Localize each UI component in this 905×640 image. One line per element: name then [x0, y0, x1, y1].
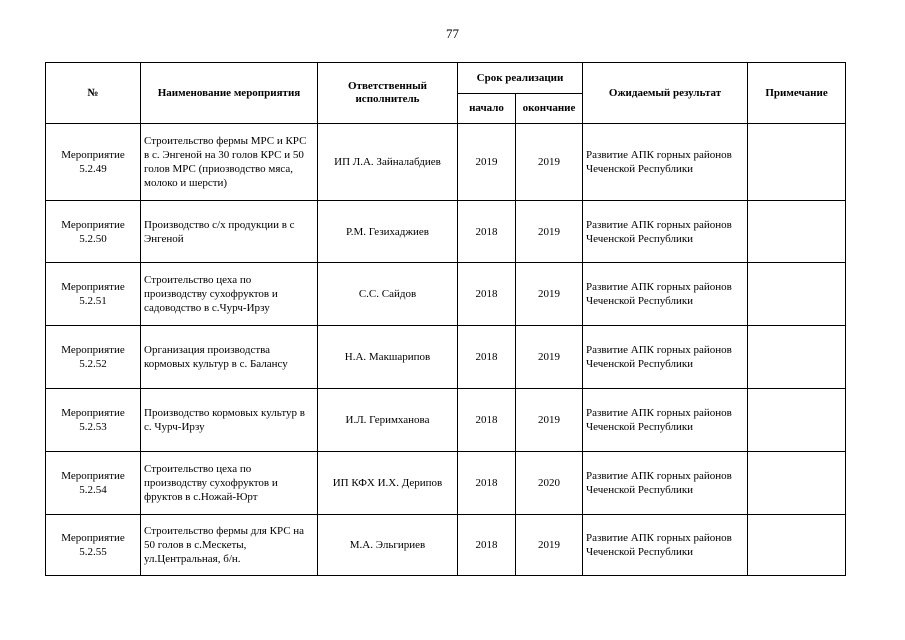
measure-number-cell [46, 452, 141, 515]
start-year: 2018 [458, 201, 516, 263]
end-year: 2019 [516, 201, 583, 263]
note-cell [748, 326, 846, 389]
measure-code: 5.2.53 [79, 421, 107, 433]
measure-name: Строительство цеха по производству сухофруктов и садоводство в с.Чурч-Ирзу [141, 263, 318, 326]
responsible-person: ИП Л.А. Зайналабдиев [318, 124, 458, 201]
measure-label: Мероприятие [61, 470, 125, 482]
table-row [46, 201, 846, 263]
end-year: 2019 [516, 389, 583, 452]
measure-code: 5.2.51 [79, 295, 107, 307]
measure-number-cell [46, 263, 141, 326]
table-row [46, 124, 846, 201]
header-start: начало [458, 94, 516, 124]
measure-code: 5.2.50 [79, 232, 107, 245]
expected-result: Развитие АПК горных районов Чеченской Республики [583, 389, 748, 452]
measure-number-cell [46, 389, 141, 452]
measure-label: Мероприятие [61, 149, 125, 161]
note-cell [748, 124, 846, 201]
measures-table [45, 62, 846, 576]
measure-name: Производство с/х продукции в с Энгеной [141, 201, 318, 263]
note-cell [748, 452, 846, 515]
measure-label: Мероприятие [61, 407, 125, 419]
note-cell [748, 201, 846, 263]
expected-result: Развитие АПК горных районов Чеченской Республики [583, 263, 748, 326]
start-year: 2019 [458, 124, 516, 201]
table-row [46, 515, 846, 576]
measure-name: Строительство цеха по производству сухофруктов и фруктов в с.Ножай-Юрт [141, 452, 318, 515]
header-num: № [46, 63, 141, 124]
responsible-person: ИП КФХ И.Х. Дерипов [318, 452, 458, 515]
measure-code: 5.2.55 [79, 546, 107, 558]
measure-code: 5.2.49 [79, 163, 107, 175]
measure-label: Мероприятие [61, 218, 125, 231]
table-row [46, 452, 846, 515]
measure-name: Организация производства кормовых культур в с. Балансу [141, 326, 318, 389]
responsible-person: Н.А. Макшарипов [318, 326, 458, 389]
expected-result: Развитие АПК горных районов Чеченской Республики [583, 201, 748, 263]
page-number: 77 [446, 26, 459, 41]
measure-name: Производство кормовых культур в с. Чурч-Ирзу [141, 389, 318, 452]
responsible-person: Р.М. Гезихаджиев [318, 201, 458, 263]
note-cell [748, 389, 846, 452]
measure-number-cell [46, 201, 141, 263]
measure-code: 5.2.52 [79, 358, 107, 370]
responsible-person: М.А. Эльгириев [318, 515, 458, 576]
end-year: 2019 [516, 263, 583, 326]
end-year: 2019 [516, 326, 583, 389]
start-year: 2018 [458, 326, 516, 389]
header-note: Примечание [748, 63, 846, 124]
start-year: 2018 [458, 452, 516, 515]
table-body [46, 124, 846, 576]
expected-result: Развитие АПК горных районов Чеченской Республики [583, 515, 748, 576]
start-year: 2018 [458, 263, 516, 326]
header-result: Ожидаемый результат [583, 63, 748, 124]
end-year: 2020 [516, 452, 583, 515]
header-responsible: Ответственный исполнитель [318, 63, 458, 124]
note-cell [748, 263, 846, 326]
table-row [46, 263, 846, 326]
measure-label: Мероприятие [61, 281, 125, 293]
start-year: 2018 [458, 389, 516, 452]
responsible-person: И.Л. Геримханова [318, 389, 458, 452]
table-row [46, 326, 846, 389]
note-cell [748, 515, 846, 576]
measure-name: Строительство фермы МРС и КРС в с. Энгеной на 30 голов КРС и 50 голов МРС (приозводство мяса, молоко и шерсти) [141, 124, 318, 201]
end-year: 2019 [516, 515, 583, 576]
header-period: Срок реализации [458, 63, 583, 94]
header-name: Наименование мероприятия [141, 63, 318, 124]
measure-number-cell [46, 326, 141, 389]
measure-label: Мероприятие [61, 532, 125, 544]
responsible-person: С.С. Сайдов [318, 263, 458, 326]
measure-number-cell [46, 124, 141, 201]
measure-number-cell [46, 515, 141, 576]
start-year: 2018 [458, 515, 516, 576]
expected-result: Развитие АПК горных районов Чеченской Республики [583, 326, 748, 389]
header-end: окончание [516, 94, 583, 124]
end-year: 2019 [516, 124, 583, 201]
table-row [46, 389, 846, 452]
expected-result: Развитие АПК горных районов Чеченской Республики [583, 124, 748, 201]
measure-label: Мероприятие [61, 344, 125, 356]
measure-name: Строительство фермы для КРС на 50 голов в с.Мескеты, ул.Центральная, б/н. [141, 515, 318, 576]
expected-result: Развитие АПК горных районов Чеченской Республики [583, 452, 748, 515]
measure-code: 5.2.54 [79, 484, 107, 496]
